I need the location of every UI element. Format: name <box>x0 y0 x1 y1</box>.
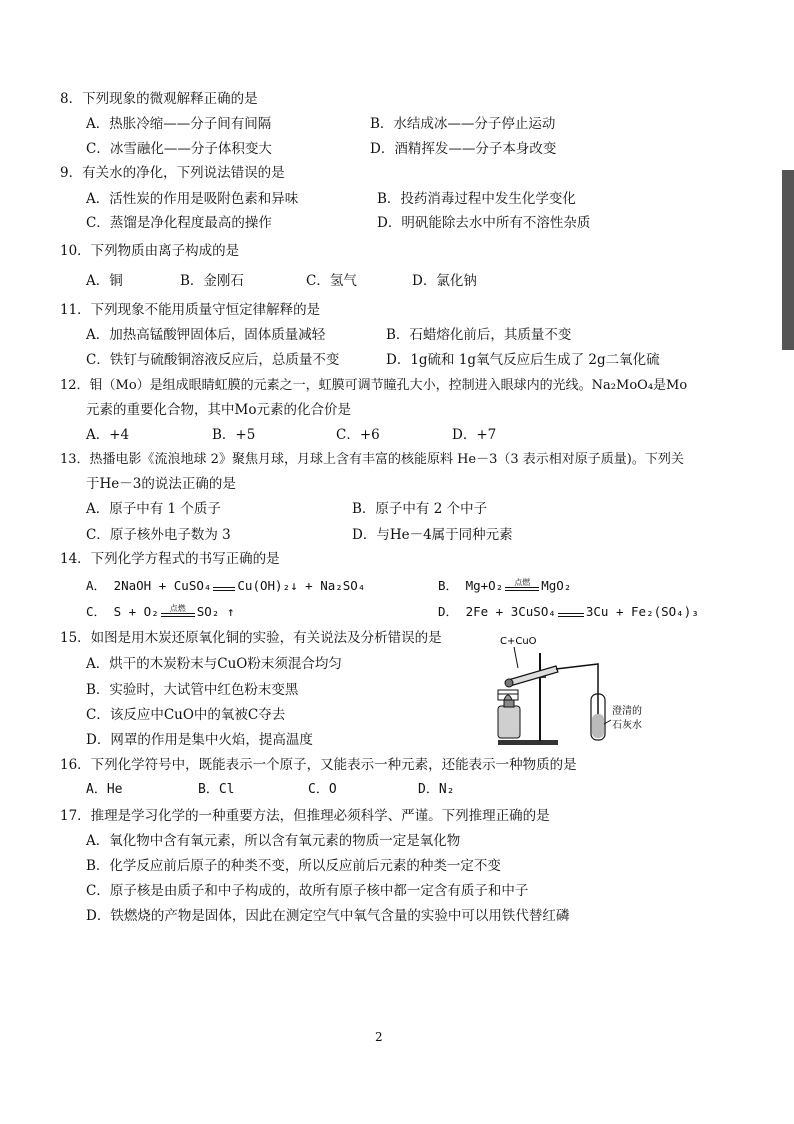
q13-option-a: A．原子中有 1 个质子 <box>86 501 221 517</box>
q12-stem-line1: 12．钼（Mo）是组成眼睛虹膜的元素之一，虹膜可调节瞳孔大小，控制进入眼球内的光线。Na₂MoO₄是Mo <box>60 378 688 393</box>
reaction-condition-arrow-icon <box>159 604 197 622</box>
q17-option-a: A．氧化物中含有氧元素，所以含有氧元素的物质一定是氧化物 <box>86 833 461 849</box>
carbon-reduction-apparatus-figure <box>490 628 660 750</box>
q10-option-c: C．氢气 <box>306 273 357 289</box>
q17-stem: 17．推理是学习化学的一种重要方法，但推理必须科学、严谨。下列推理正确的是 <box>60 808 550 824</box>
q13-option-c: C．原子核外电子数为 3 <box>86 527 231 543</box>
page-number: 2 <box>375 1030 383 1044</box>
q9-option-b: B．投药消毒过程中发生化学变化 <box>377 191 576 207</box>
q8-stem: 8．下列现象的微观解释正确的是 <box>60 91 258 107</box>
q14-c-products: SO₂ ↑ <box>196 604 235 619</box>
q10-stem: 10．下列物质由离子构成的是 <box>60 243 240 259</box>
q11-option-b: B．石蜡熔化前后，其质量不变 <box>386 327 572 343</box>
equals-sign-icon <box>556 604 586 622</box>
equals-sign-icon <box>211 578 237 596</box>
q15-option-d: D．网罩的作用是集中火焰，提高温度 <box>86 732 313 748</box>
q14-b-products: MgO₂ <box>541 578 572 593</box>
q9-option-d: D．明矾能除去水中所有不溶性杂质 <box>377 215 591 231</box>
q14-a-products: Cu(OH)₂↓ + Na₂SO₄ <box>237 578 366 593</box>
q16-stem: 16．下列化学符号中，既能表示一个原子，又能表示一种元素，还能表示一种物质的是 <box>60 757 577 773</box>
q11-option-a: A．加热高锰酸钾固体后，固体质量减轻 <box>86 327 326 343</box>
q8-option-d: D．酒精挥发——分子本身改变 <box>370 141 557 157</box>
q14-c-reactants: S + O₂ <box>113 604 159 619</box>
q17-option-b: B．化学反应前后原子的种类不变，所以反应前后元素的种类一定不变 <box>86 858 501 874</box>
q17-option-c: C．原子核是由质子和中子构成的，故所有原子核中都一定含有质子和中子 <box>86 883 529 899</box>
q16-option-a: A．He <box>86 782 123 797</box>
q13-stem-line1: 13．热播电影《流浪地球 2》聚焦月球，月球上含有丰富的核能原料 He－3（3 表示相对原子质量)。下列关 <box>60 452 684 467</box>
q13-stem-line2: 于He－3的说法正确的是 <box>86 476 236 492</box>
q14-a-reactants: 2NaOH + CuSO₄ <box>113 578 212 593</box>
q14-b-reactants: Mg+O₂ <box>465 578 504 593</box>
q14-d-products: 3Cu + Fe₂(SO₄)₃ <box>585 604 699 619</box>
q14-d-reactants: 2Fe + 3CuSO₄ <box>465 604 556 619</box>
q14-stem: 14．下列化学方程式的书写正确的是 <box>60 551 280 567</box>
scan-edge-mark <box>782 170 794 350</box>
q10-option-d: D．氯化钠 <box>412 273 477 289</box>
q12-option-a: A．+4 <box>86 427 130 443</box>
q14-option-a <box>86 577 365 596</box>
q8-option-b: B．水结成冰——分子停止运动 <box>370 116 556 132</box>
q14-option-b <box>438 577 571 596</box>
q14-option-d <box>438 603 699 622</box>
q8-option-c: C．冰雪融化——分子体积变大 <box>86 141 272 157</box>
q16-option-c: C．O <box>308 782 337 797</box>
q16-option-b: B．Cl <box>198 782 235 797</box>
q11-option-d: D．1g硫和 1g氧气反应后生成了 2g二氧化硫 <box>386 352 660 368</box>
q14-a-label: A． <box>86 578 107 593</box>
q11-option-c: C．铁钉与硫酸铜溶液反应后，总质量不变 <box>86 352 340 368</box>
q15-option-a: A．烘干的木炭粉末与CuO粉末须混合均匀 <box>86 656 342 672</box>
q15-option-c: C．该反应中CuO中的氧被C夺去 <box>86 707 286 723</box>
q10-option-a: A．铜 <box>86 273 123 289</box>
q11-stem: 11．下列现象不能用质量守恒定律解释的是 <box>60 302 321 318</box>
q12-option-c: C．+6 <box>336 427 380 443</box>
reaction-condition-arrow-icon <box>503 578 541 596</box>
q15-stem: 15．如图是用木炭还原氧化铜的实验，有关说法及分析错误的是 <box>60 630 442 646</box>
q9-option-c: C．蒸馏是净化程度最高的操作 <box>86 215 272 231</box>
q12-option-b: B．+5 <box>212 427 256 443</box>
figure-label-reactants: C+CuO <box>500 636 537 647</box>
q8-option-a: A．热胀冷缩——分子间有间隔 <box>86 116 272 132</box>
q14-b-condition: 点燃 <box>514 577 531 587</box>
q16-option-d: D．N₂ <box>418 782 455 797</box>
figure-label-limewater-2: 石灰水 <box>612 720 642 731</box>
q14-c-label: C． <box>86 604 107 619</box>
q9-stem: 9．有关水的净化，下列说法错误的是 <box>60 165 285 181</box>
q14-b-label: B． <box>438 578 459 593</box>
q9-option-a: A．活性炭的作用是吸附色素和异味 <box>86 191 299 207</box>
q14-d-label: D． <box>438 604 459 619</box>
q13-option-d: D．与He－4属于同种元素 <box>352 527 513 543</box>
q15-option-b: B．实验时，大试管中红色粉末变黑 <box>86 682 299 698</box>
q12-stem-line2: 元素的重要化合物，其中Mo元素的化合价是 <box>86 402 351 418</box>
q10-option-b: B．金刚石 <box>180 273 244 289</box>
q14-c-condition: 点燃 <box>169 603 186 613</box>
q17-option-d: D．铁燃烧的产物是固体，因此在测定空气中氧气含量的实验中可以用铁代替红磷 <box>86 908 570 924</box>
q14-option-c <box>86 603 234 622</box>
q13-option-b: B．原子中有 2 个中子 <box>352 501 488 517</box>
q12-option-d: D．+7 <box>452 427 497 443</box>
figure-label-limewater-1: 澄清的 <box>612 706 642 717</box>
